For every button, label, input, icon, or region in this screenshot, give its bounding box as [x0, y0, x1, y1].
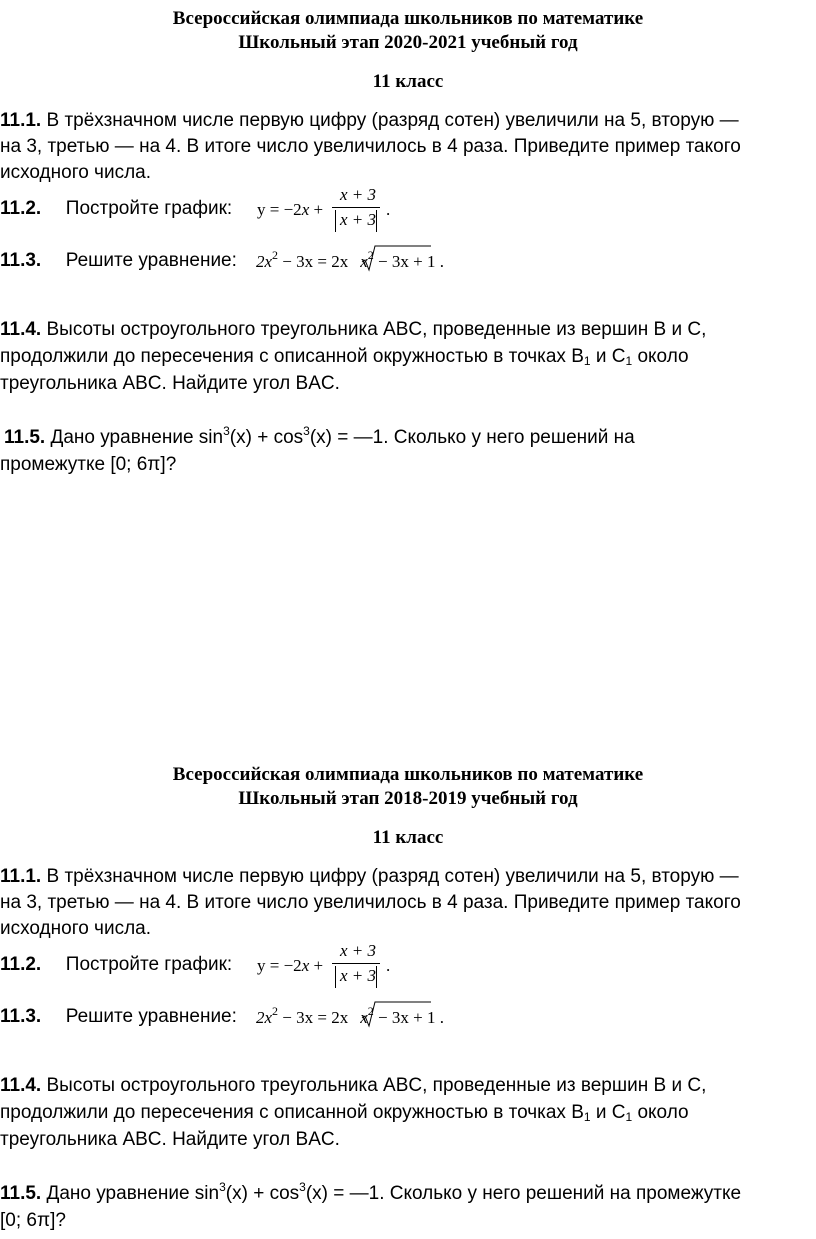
problem-text-line: В трёхзначном числе первую цифру (разряд сотен) увеличили на 5, вторую — [46, 866, 739, 887]
eq-term: + 1 . [408, 252, 444, 271]
sqrt-sign [0, 0, 1, 1]
radicand-rest: − 3x [373, 1008, 409, 1027]
problem-text: Постройте график: [65, 954, 233, 975]
problem-11-2 [0, 951, 232, 978]
problem-text-line: Высоты остроугольного треугольника ABC, проведенные из вершин B и C, [46, 319, 707, 340]
graph-function-lhs [257, 200, 323, 220]
radicand-x: x [360, 1008, 368, 1027]
subscript: 1 [583, 354, 591, 368]
plus-sign: + [309, 956, 324, 975]
grade-heading: 11 класс [372, 71, 444, 92]
problem-text-line: промежутке [0; 6π]? [0, 454, 177, 475]
abs-bar-right [376, 210, 377, 232]
fraction-denominator [332, 207, 380, 231]
problem-number: 11.5. [4, 427, 46, 448]
problem-11-5 [4, 424, 635, 451]
period: . [386, 956, 391, 975]
problem-number: 11.2. [0, 198, 42, 219]
plus-sign: + [309, 200, 324, 219]
problem-11-3 [0, 247, 237, 274]
problem-11-3 [0, 1003, 237, 1030]
eq-term: 2x [256, 1008, 273, 1027]
problem-text-line: исходного числа. [0, 162, 151, 183]
text-part: и C [590, 346, 626, 367]
var-x: x [301, 956, 310, 975]
problem-text-line: [0; 6π]? [0, 1210, 66, 1231]
problem-11-1 [0, 107, 739, 134]
school-year-title: Школьный этап 2020-2021 учебный год [238, 32, 578, 53]
exponent: 2 [367, 1004, 374, 1018]
problem-11-5 [0, 1180, 741, 1207]
radicand-rest: − 3x [373, 252, 409, 271]
fraction-x-plus-3-over-abs [332, 185, 382, 233]
problem-number: 11.4. [0, 1075, 42, 1096]
equation-11-3 [256, 1004, 444, 1028]
equation-11-3 [256, 248, 444, 272]
problem-text: Постройте график: [65, 198, 233, 219]
text-part: продолжили до пересечения с описанной окружностью в точках B [0, 346, 584, 367]
exponent: 2 [367, 248, 374, 262]
problem-number: 11.3. [0, 1006, 42, 1027]
exponent: 2 [272, 248, 279, 262]
exponent: 3 [219, 1180, 226, 1194]
olympiad-title: Всероссийская олимпиада школьников по математике [172, 8, 644, 29]
exponent: 2 [272, 1004, 279, 1018]
problem-text-line: треугольника ABC. Найдите угол BAC. [0, 1129, 340, 1150]
problem-number: 11.4. [0, 319, 42, 340]
text-part: (x) = —1. Сколько у него решений на [309, 427, 635, 448]
text-part: около [632, 1102, 689, 1123]
exponent: 3 [299, 1180, 306, 1194]
problem-number: 11.5. [0, 1183, 42, 1204]
problem-text: Решите уравнение: [65, 1006, 237, 1027]
eq-term: 2x [256, 252, 273, 271]
problem-text-line: на 3, третью — на 4. В итоге число увеличилось в 4 раза. Приведите пример такого [0, 136, 741, 157]
lhs-text: y = −2 [257, 200, 302, 219]
text-part: (x) = —1. Сколько у него решений на промежутке [305, 1183, 742, 1204]
lhs-text: y = −2 [257, 956, 302, 975]
problem-11-2 [0, 195, 232, 222]
problem-text-line [0, 343, 689, 372]
var-x: x [301, 200, 310, 219]
problem-text: Решите уравнение: [65, 250, 237, 271]
text-part: и C [590, 1102, 626, 1123]
graph-function-lhs [257, 956, 323, 976]
text-part: продолжили до пересечения с описанной окружностью в точках B [0, 1102, 584, 1123]
problem-11-1 [0, 863, 739, 890]
problem-number: 11.3. [0, 250, 42, 271]
problem-text-line [0, 1099, 689, 1128]
fraction-numerator: x + 3 [340, 185, 377, 204]
problem-text-line: В трёхзначном числе первую цифру (разряд сотен) увеличили на 5, вторую — [46, 110, 739, 131]
problem-11-4 [0, 316, 706, 343]
abs-bar-right [376, 966, 377, 988]
denominator-text: x + 3 [340, 210, 377, 229]
problem-number: 11.1. [0, 110, 42, 131]
denominator-text: x + 3 [340, 966, 377, 985]
abs-bar-left [335, 966, 336, 988]
text-part: (x) + cos [225, 1183, 300, 1204]
period: . [386, 200, 391, 219]
fraction-x-plus-3-over-abs [332, 941, 382, 989]
text-part: (x) + cos [229, 427, 304, 448]
problem-text-line: Высоты остроугольного треугольника ABC, проведенные из вершин B и C, [46, 1075, 707, 1096]
olympiad-title: Всероссийская олимпиада школьников по математике [172, 764, 644, 785]
exponent: 3 [303, 424, 310, 438]
eq-term: − 3x = 2x [278, 1008, 349, 1027]
problem-text-line: треугольника ABC. Найдите угол BAC. [0, 373, 340, 394]
text-part: Дано уравнение sin [41, 1183, 220, 1204]
problem-text-line: исходного числа. [0, 918, 151, 939]
subscript: 1 [625, 1110, 633, 1124]
exponent: 3 [223, 424, 230, 438]
problem-number: 11.2. [0, 954, 42, 975]
grade-heading: 11 класс [372, 827, 444, 848]
eq-term: + 1 . [408, 1008, 444, 1027]
fraction-numerator: x + 3 [340, 941, 377, 960]
problem-11-4 [0, 1072, 706, 1099]
text-part: Дано уравнение sin [45, 427, 224, 448]
subscript: 1 [583, 1110, 591, 1124]
problem-text-line: на 3, третью — на 4. В итоге число увеличилось в 4 раза. Приведите пример такого [0, 892, 741, 913]
subscript: 1 [625, 354, 633, 368]
school-year-title: Школьный этап 2018-2019 учебный год [238, 788, 578, 809]
eq-term: − 3x = 2x [278, 252, 349, 271]
problem-number: 11.1. [0, 866, 42, 887]
text-part: около [632, 346, 689, 367]
radicand-x: x [360, 252, 368, 271]
abs-bar-left [335, 210, 336, 232]
fraction-denominator [332, 963, 380, 987]
